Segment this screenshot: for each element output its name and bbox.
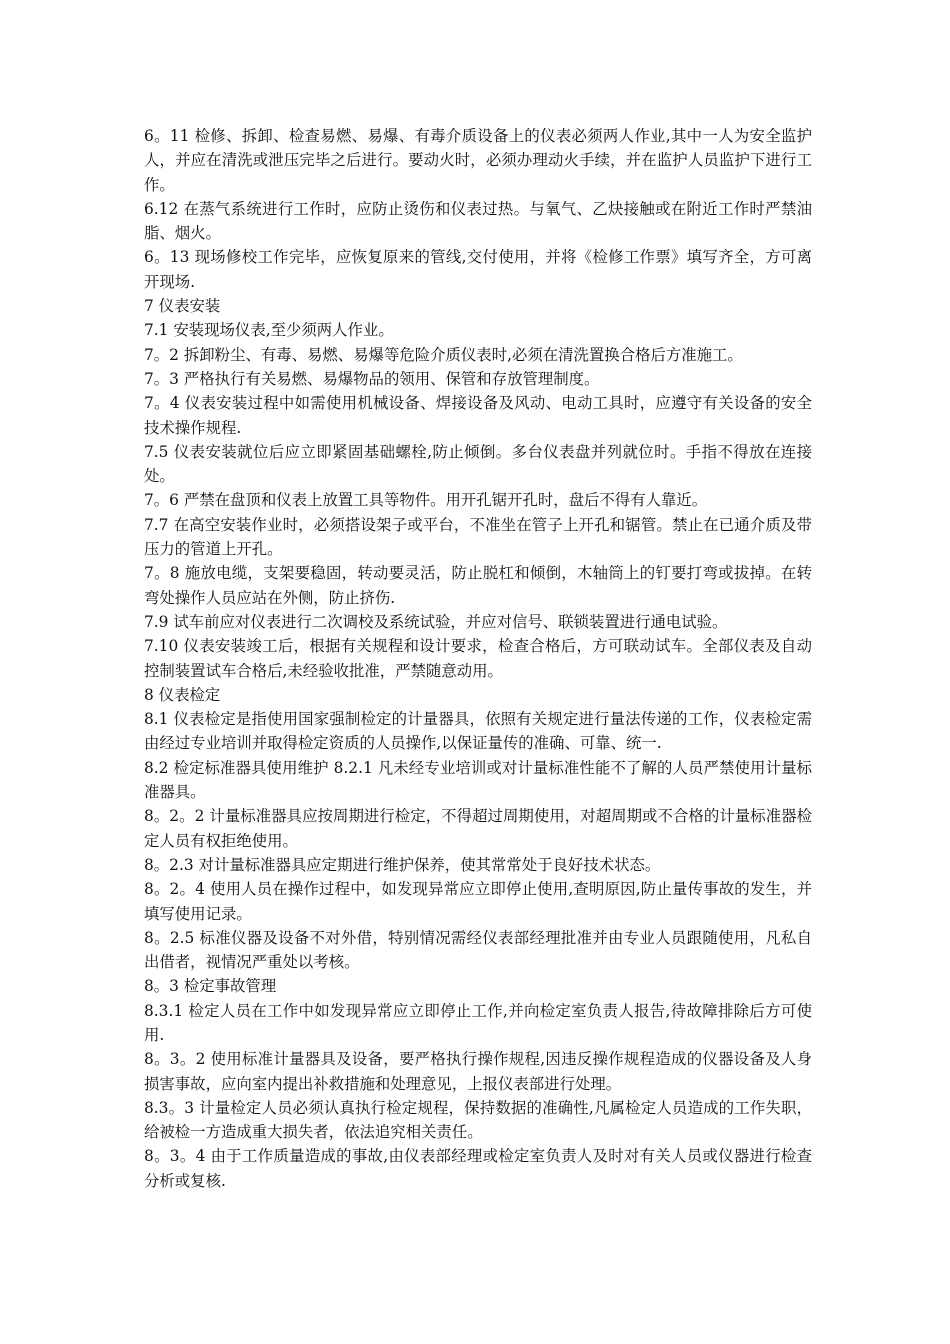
paragraph-7-8: 7。8 施放电缆，支架要稳固，转动要灵活，防止脱杠和倾倒，木轴筒上的钉要打弯或拔掉。在转弯处操作人员应站在外侧，防止挤伤. [144, 564, 812, 607]
document-body [144, 124, 812, 1193]
paragraph-8-2-4: 8。2。4 使用人员在操作过程中，如发现异常应立即停止使用,查明原因,防止量传事故的发生，并填写使用记录。 [144, 880, 812, 923]
paragraph-7-9: 7.9 试车前应对仪表进行二次调校及系统试验，并应对信号、联锁装置进行通电试验。 [144, 612, 728, 631]
paragraph-7-6: 7。6 严禁在盘顶和仪表上放置工具等物件。用开孔锯开孔时，盘后不得有人靠近。 [144, 491, 708, 510]
paragraph-6-12: 6.12 在蒸气系统进行工作时，应防止烫伤和仪表过热。与氧气、乙炔接触或在附近工作时严禁油脂、烟火。 [144, 199, 812, 243]
paragraph-7-4: 7。4 仪表安装过程中如需使用机械设备、焊接设备及风动、电动工具时，应遵守有关设备的安全技术操作规程. [144, 394, 812, 437]
subsection-heading-8-3: 8。3 检定事故管理 [144, 977, 277, 996]
paragraph-7-5: 7.5 仪表安装就位后应立即紧固基础螺栓,防止倾倒。多台仪表盘并列就位时。手指不得放在连接处。 [144, 442, 812, 486]
paragraph-8-2-2: 8。2。2 计量标准器具应按周期进行检定，不得超过周期使用，对超周期或不合格的计量标准器检定人员有权拒绝使用。 [144, 807, 812, 850]
paragraph-6-13: 6。13 现场修校工作完毕，应恢复原来的管线,交付使用，并将《检修工作票》填写齐全，方可离开现场. [144, 248, 812, 291]
section-heading-7: 7 仪表安装 [144, 297, 221, 316]
paragraph-8-2-3: 8。2.3 对计量标准器具应定期进行维护保养，使其常常处于良好技术状态。 [144, 855, 661, 874]
paragraph-7-1: 7.1 安装现场仪表,至少须两人作业。 [144, 321, 394, 340]
paragraph-8-3-2: 8。3。2 使用标准计量器具及设备，要严格执行操作规程,因违反操作规程造成的仪器设备及人身损害事故，应向室内提出补救措施和处理意见，上报仪表部进行处理。 [144, 1050, 812, 1093]
paragraph-7-7: 7.7 在高空安装作业时，必须搭设架子或平台，不准坐在管子上开孔和锯管。禁止在已通介质及带压力的管道上开孔。 [144, 515, 812, 559]
paragraph-7-3: 7。3 严格执行有关易燃、易爆物品的领用、保管和存放管理制度。 [144, 369, 600, 388]
paragraph-8-1: 8.1 仪表检定是指使用国家强制检定的计量器具，依照有关规定进行量法传递的工作，仪表检定需由经过专业培训并取得检定资质的人员操作,以保证量传的准确、可靠、统一. [144, 710, 812, 753]
paragraph-8-2-5: 8。2.5 标准仪器及设备不对外借，特别情况需经仪表部经理批准并由专业人员跟随使用，凡私自出借者，视情况严重处以考核。 [144, 928, 812, 972]
paragraph-7-2: 7。2 拆卸粉尘、有毒、易燃、易爆等危险介质仪表时,必须在清洗置换合格后方准施工。 [144, 345, 743, 364]
paragraph-6-11: 6。11 检修、拆卸、检查易燃、易爆、有毒介质设备上的仪表必须两人作业,其中一人为安全监护人，并应在清洗或泄压完毕之后进行。要动火时，必须办理动火手续，并在监护人员监护下进行工作。 [144, 127, 812, 194]
paragraph-8-3-1: 8.3.1 检定人员在工作中如发现异常应立即停止工作,并向检定室负责人报告,待故障排除后方可使用. [144, 1001, 812, 1044]
paragraph-8-3-3: 8.3。3 计量检定人员必须认真执行检定规程，保持数据的准确性,凡属检定人员造成的工作失职，给被检一方造成重大损失者，依法追究相关责任。 [144, 1098, 812, 1142]
paragraph-8-3-4: 8。3。4 由于工作质量造成的事故,由仪表部经理或检定室负责人及时对有关人员或仪器进行检查分析或复核. [144, 1147, 812, 1190]
paragraph-7-10: 7.10 仪表安装竣工后，根据有关规程和设计要求，检查合格后，方可联动试车。全部仪表及自动控制装置试车合格后,未经验收批准，严禁随意动用。 [144, 637, 812, 680]
paragraph-8-2: 8.2 检定标准器具使用维护 8.2.1 凡未经专业培训或对计量标准性能不了解的人员严禁使用计量标准器具。 [144, 758, 812, 802]
section-heading-8: 8 仪表检定 [144, 685, 221, 704]
